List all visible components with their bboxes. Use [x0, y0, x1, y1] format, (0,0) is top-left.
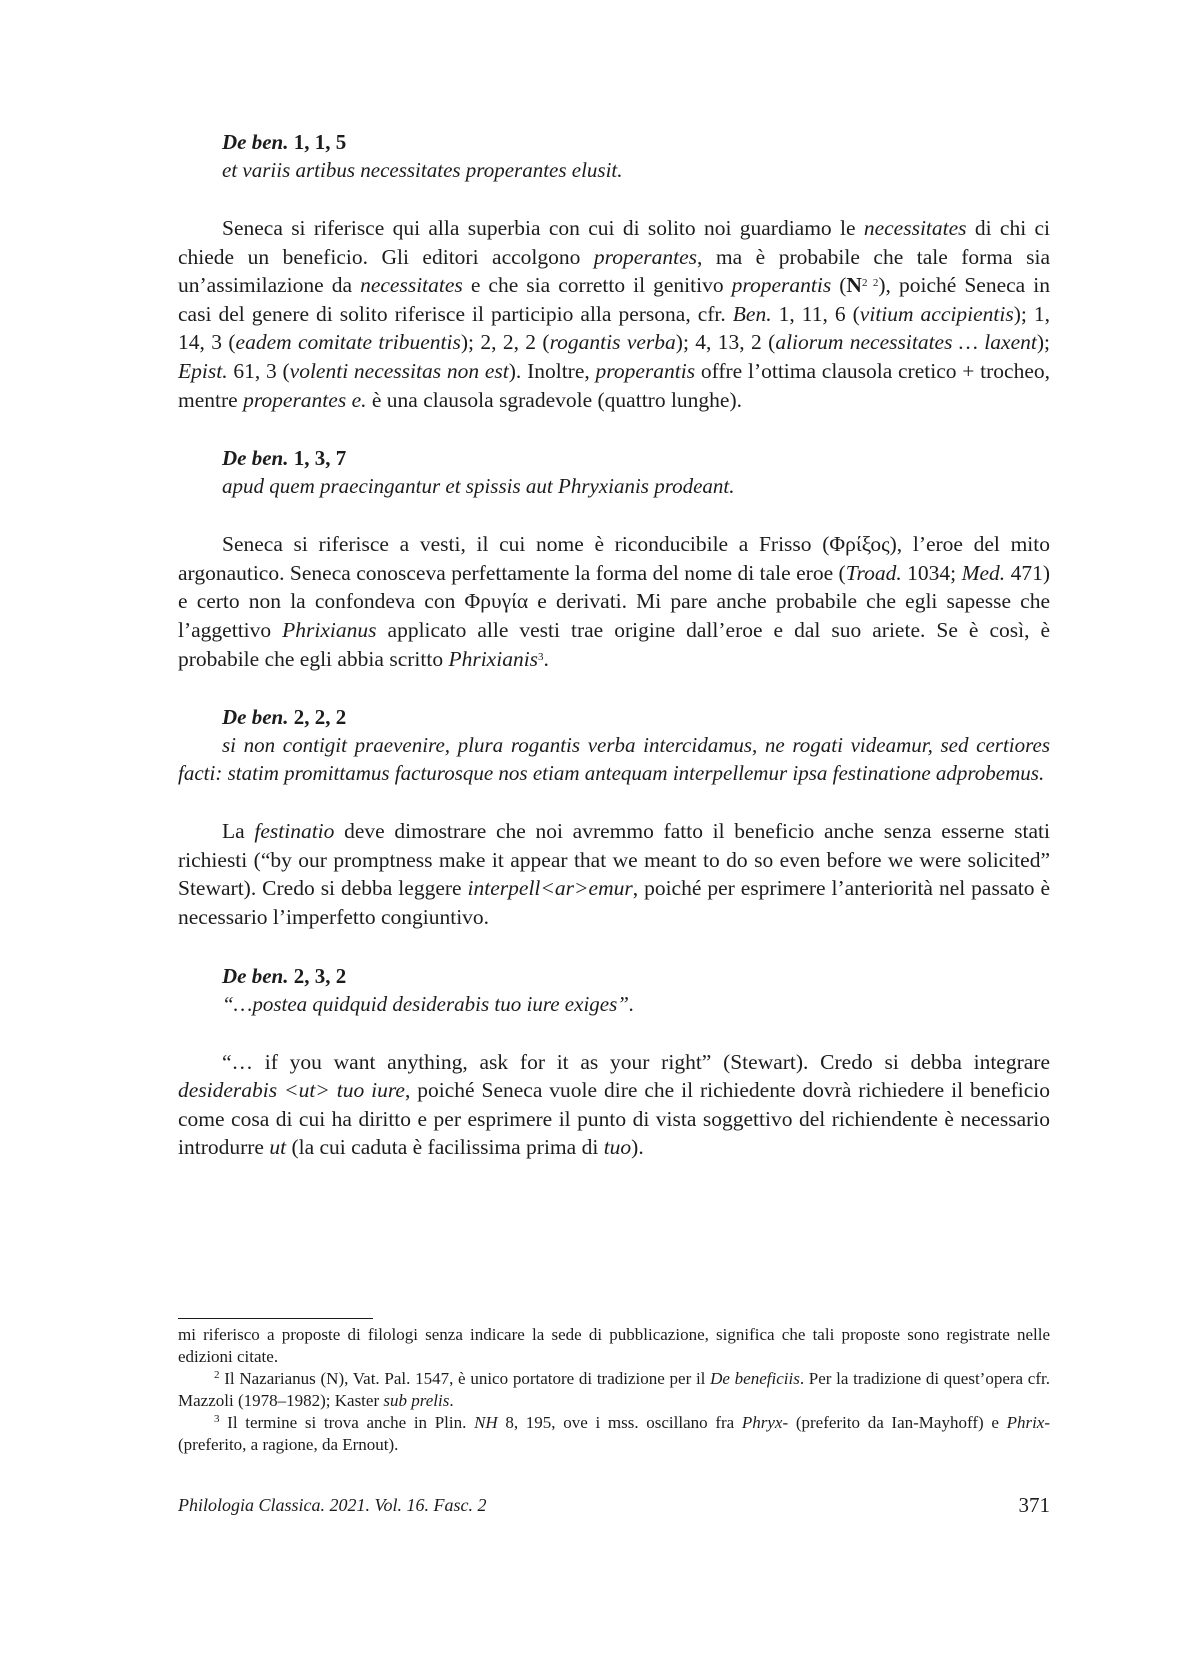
passage-reference	[178, 703, 1050, 731]
entries-0-para-run: ). Inoltre,	[508, 358, 596, 383]
entries-3-para-run: tuo	[603, 1135, 632, 1160]
entries-1-para-run: 3	[538, 650, 544, 663]
entries-0-para-run: (	[831, 273, 847, 298]
commentary-paragraph	[178, 1048, 1050, 1162]
reference-title: De ben.	[222, 446, 289, 471]
entries-0-para-run: ); 4, 13, 2 (	[675, 330, 776, 355]
entries-3-para-run: ).	[631, 1135, 644, 1160]
entries-0-para-run: Seneca si riferisce qui alla superbia con cui di solito noi guardiamo le	[222, 216, 864, 240]
entries-0-para-run: 61, 3 (	[227, 358, 290, 383]
entries-1-para-run: Phrixianis	[448, 646, 539, 671]
entries-0-para-run: , ma è probabile che tale forma sia un’assimilazione da	[178, 244, 1050, 298]
footnote	[178, 1368, 1050, 1412]
commentary-entry	[178, 444, 1050, 703]
footnotes-2-parts-run: 8, 195, ove i mss. oscillano fra	[497, 1413, 742, 1432]
footnote	[178, 1412, 1050, 1456]
footnotes	[178, 1324, 1050, 1456]
entries-0-para-run: Epist.	[178, 358, 228, 383]
entries-0-para-run: 2 2	[861, 277, 879, 290]
entries-0-para-run: volenti necessitas non est	[289, 358, 509, 383]
main-text	[178, 128, 1050, 1162]
entries-1-para-run: applicato alle vesti trae origine dall’eroe e dal suo ariete. Se è così, è probabile che egli abbia scritto	[178, 617, 1051, 671]
entries-2-para-run: festinatio	[254, 819, 335, 844]
entries-3-para-run: ut	[269, 1135, 287, 1160]
reference-number: 2, 2, 2	[288, 705, 347, 730]
entries-0-para-run: rogantis verba	[549, 330, 676, 355]
entries-3-para-run: , poiché Seneca vuole dire che il richiedente dovrà richiedere il beneficio come cosa di cui ha diritto e per esprimere il punto di vista soggettivo del richiendente è necessario introdurre	[178, 1078, 1051, 1160]
entries-0-para-run: necessitates	[863, 216, 967, 240]
entries-0-para-run: è una clausola sgradevole (quattro lunghe).	[366, 387, 742, 412]
latin-quotation: “…postea quidquid desiderabis tuo iure exiges”.	[222, 991, 635, 1016]
entries-2-para-run: , poiché per esprimere l’anteriorità nel passato è necessario l’imperfetto congiuntivo.	[178, 876, 1050, 929]
page-number: 371	[1018, 1493, 1050, 1517]
entries-1-para-run: Troad.	[845, 560, 902, 585]
passage-reference	[178, 962, 1050, 990]
entries-0-para-run: eadem comitate tribuentis	[235, 330, 461, 355]
reference-title: De ben.	[222, 963, 289, 988]
entries-1-para-run: 1034;	[901, 560, 962, 585]
reference-title: De ben.	[222, 130, 289, 154]
entries-1-para-run: Med.	[961, 560, 1006, 585]
footnote	[178, 1324, 1050, 1368]
entries-0-para-run: ), poiché Seneca in casi del genere di solito riferisce il participio alla persona, cfr.	[178, 273, 1050, 326]
entries-0-para-run: );	[1036, 330, 1050, 355]
entries-0-para-run: properantes e.	[243, 387, 367, 412]
entries-1-para-run: 471) e certo non la confondeva con Φρυγία e derivati. Mi pare anche probabile che egli sapesse che l’aggettivo	[178, 560, 1050, 642]
entries-0-para-run: e che sia corretto il genitivo	[462, 273, 732, 298]
commentary-paragraph	[178, 214, 1050, 414]
entries-0-para-run: N	[846, 273, 862, 298]
entries-2-para-run: deve dimostrare che noi avremmo fatto il beneficio anche senza esserne stati richiesti (“by our promptness make it appear that we meant to do so even before we were solicited” Stewart). Credo si debba leggere	[178, 819, 1050, 901]
footnotes-0-parts-run: mi riferisco a proposte di filologi senza indicare la sede di pubblicazione, significa che tali proposte sono registrate nelle edizioni citate.	[178, 1325, 1050, 1366]
entries-0-para-run: vitium accipientis	[859, 301, 1014, 326]
entries-0-para-run: properantis	[731, 273, 832, 298]
commentary-paragraph	[178, 530, 1050, 673]
entries-0-para-run: properantes	[593, 244, 698, 269]
page-footer	[178, 1493, 1050, 1521]
latin-quotation: apud quem praecingantur et spissis aut Phryxianis prodeant.	[222, 474, 735, 499]
commentary-entry	[178, 703, 1050, 961]
entries-1-para-run: Phrixianus	[282, 617, 377, 642]
footnotes-2-parts-run: Phryx-	[741, 1413, 789, 1432]
footnotes-2-parts-run: 3	[214, 1413, 220, 1425]
latin-quotation: et variis artibus necessitates properantes elusit.	[222, 158, 623, 182]
footnotes-1-parts-run: .	[449, 1391, 454, 1410]
footnote-rule	[178, 1318, 373, 1319]
entries-0-para-run: necessitates	[360, 273, 463, 298]
entries-0-para-run: ); 1, 14, 3 (	[178, 301, 1050, 355]
entries-0-para-run: aliorum necessitates … laxent	[775, 330, 1037, 355]
footnotes-1-parts-run: Il Nazarianus (N), Vat. Pal. 1547, è unico portatore di tradizione per il	[219, 1369, 711, 1388]
entries-0-para-run: Ben.	[732, 301, 772, 326]
entries-2-para-run: La	[222, 819, 255, 844]
entries-0-para-run: 1, 11, 6 (	[771, 301, 860, 326]
entries-2-para-run: interpell<ar>emur	[467, 876, 633, 901]
commentary-paragraph	[178, 817, 1050, 931]
commentary-entry	[178, 128, 1050, 444]
latin-quotation: si non contigit praevenire, plura rogantis verba intercidamus, ne rogati videamur, sed certiores facti: statim promittamus facturosque nos etiam antequam interpellemur ipsa festinatione adprobemus.	[178, 733, 1050, 786]
entries-0-para-run: offre l’ottima clausola cretico + trocheo, mentre	[178, 358, 1050, 412]
journal-citation: Philologia Classica. 2021. Vol. 16. Fasc. 2	[178, 1495, 487, 1515]
footnotes-1-parts-run: . Per la tradizione di quest’opera cfr. Mazzoli (1978–1982); Kaster	[178, 1369, 1050, 1410]
footnotes-2-parts-run: (preferito da Ian-Mayhoff) e	[788, 1413, 1007, 1432]
footnotes-1-parts-run: 2	[214, 1369, 220, 1381]
footnotes-2-parts-run: NH	[474, 1413, 498, 1432]
entries-3-para-run: desiderabis <ut> tuo iure	[178, 1078, 405, 1103]
entries-0-para-run: properantis	[595, 358, 696, 383]
footnotes-2-parts-run: (preferito, a ragione, da Ernout).	[178, 1435, 399, 1454]
footnotes-2-parts-run: Phrix-	[1006, 1413, 1050, 1432]
entries-1-para-run: Seneca si riferisce a vesti, il cui nome è riconducibile a Frisso (Φρίξος), l’eroe del mito argonautico. Seneca conosceva perfettamente la forma del nome di tale eroe (	[178, 532, 1050, 585]
entries-1-para-run: .	[543, 646, 549, 671]
reference-title: De ben.	[222, 705, 289, 730]
reference-number: 1, 3, 7	[288, 446, 347, 471]
entries-0-para-run: ); 2, 2, 2 (	[460, 330, 550, 355]
entries-3-para-run: “… if you want anything, ask for it as your right” (Stewart). Credo si debba integrare	[222, 1049, 1050, 1074]
footnotes-2-parts-run: Il termine si trova anche in Plin.	[219, 1413, 475, 1432]
passage-reference	[178, 444, 1050, 472]
footnotes-1-parts-run: De beneficiis	[710, 1369, 800, 1388]
passage-reference	[178, 128, 1050, 156]
entries-3-para-run: (la cui caduta è facilissima prima di	[286, 1135, 604, 1160]
reference-number: 2, 3, 2	[288, 963, 347, 988]
footnotes-1-parts-run: sub prelis	[383, 1391, 450, 1410]
reference-number: 1, 1, 5	[288, 130, 347, 154]
commentary-entry	[178, 962, 1050, 1162]
entries-0-para-run: di chi ci chiede un beneficio. Gli editori accolgono	[178, 216, 1050, 269]
